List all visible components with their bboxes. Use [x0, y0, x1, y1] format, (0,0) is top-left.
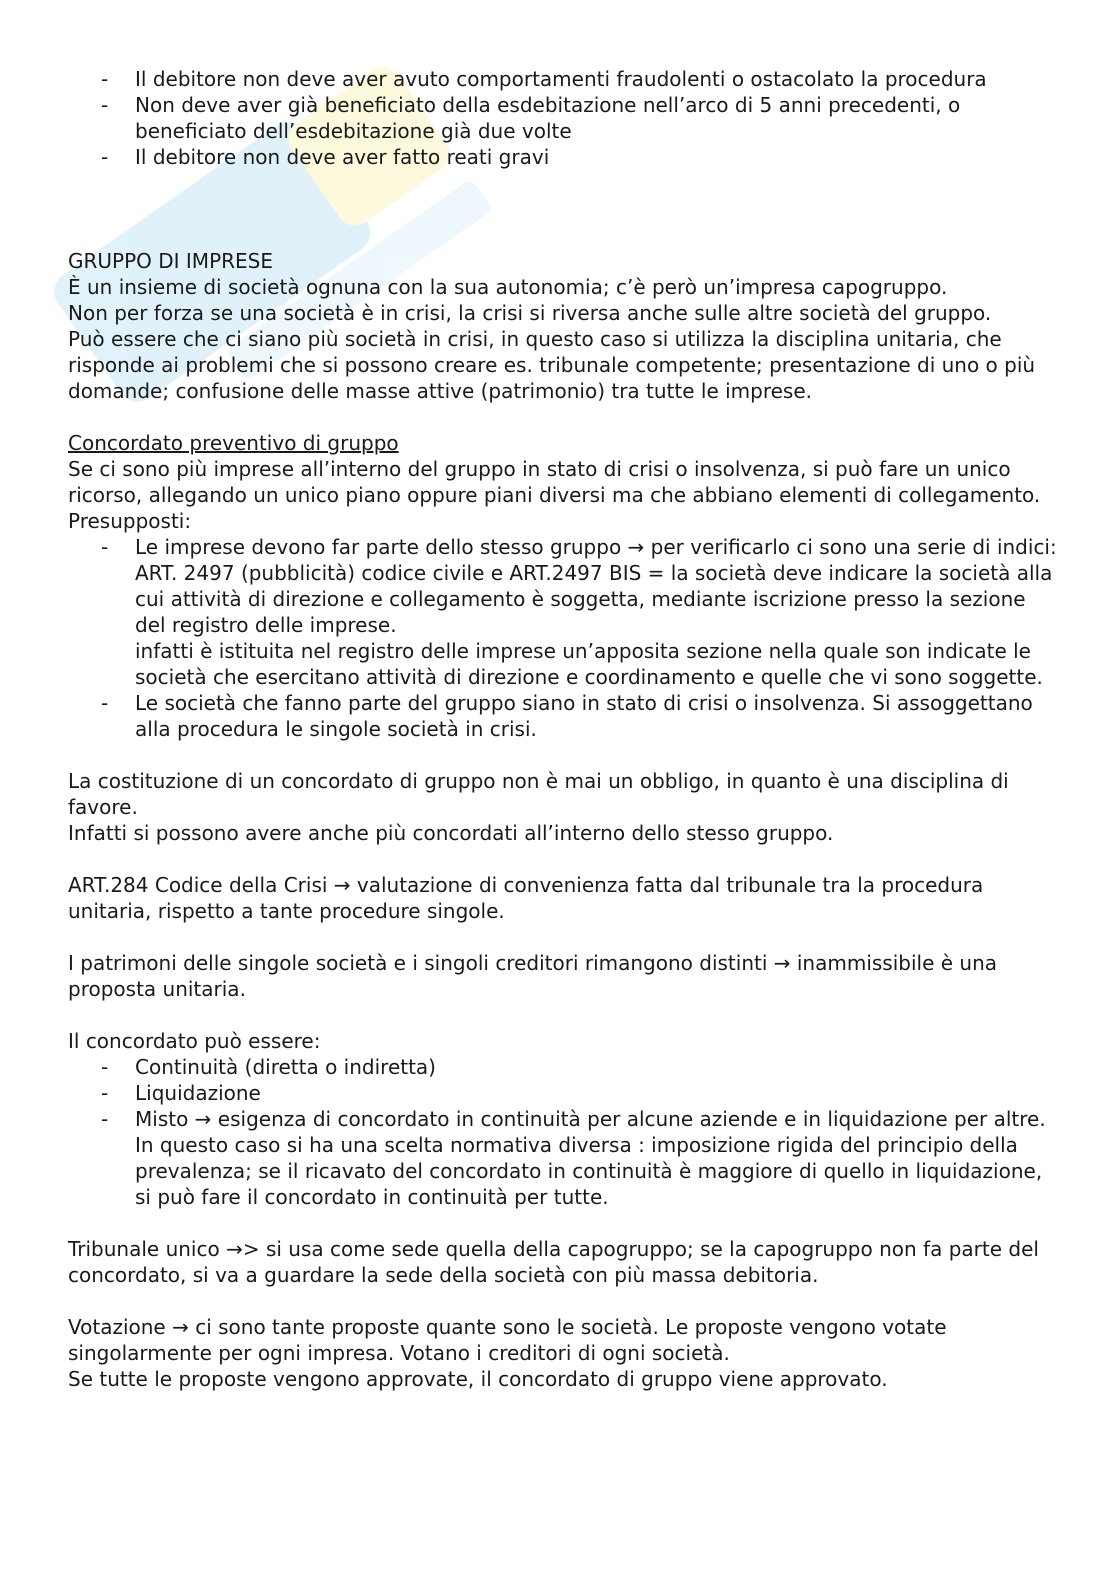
- tipi-label: Il concordato può essere:: [68, 1029, 321, 1053]
- paragraph: Votazione → ci sono tante proposte quante sono le società. Le proposte vengono votate singolarmente per ogni impresa. Votano i creditori di ogni società.: [68, 1315, 947, 1365]
- paragraph: Può essere che ci siano più società in crisi, in questo caso si utilizza la disciplina unitaria, che risponde ai problemi che si possono creare es. tribunale competente; presentazione di uno o più domande; confusione delle masse attive (patrimonio) tra tutte le imprese.: [68, 327, 1036, 403]
- paragraph: Non per forza se una società è in crisi, la crisi si riversa anche sulle altre società del gruppo.: [68, 301, 992, 325]
- list-item: - Liquidazione: [101, 1081, 261, 1105]
- list-item: - Misto → esigenza di concordato in continuità per alcune aziende e in liquidazione per altre. In questo caso si ha una scelta normativa diversa : imposizione rigida del principio della prevalenza; se il ricavato del concordato in continuità è maggiore di quello in liquidazione, si può fare il concordato in continuità per tutte.: [101, 1107, 1046, 1209]
- paragraph: ART.284 Codice della Crisi → valutazione di convenienza fatta dal tribunale tra la procedura unitaria, rispetto a tante procedure singole.: [68, 873, 984, 923]
- paragraph: Tribunale unico →> si usa come sede quella della capogruppo; se la capogruppo non fa parte del concordato, si va a guardare la sede della società con più massa debitoria.: [68, 1237, 1039, 1287]
- paragraph: Infatti si possono avere anche più concordati all’interno dello stesso gruppo.: [68, 821, 834, 845]
- presupposti-label: Presupposti:: [68, 509, 192, 533]
- paragraph: Se tutte le proposte vengono approvate, il concordato di gruppo viene approvato.: [68, 1367, 888, 1391]
- paragraph: Se ci sono più imprese all’interno del gruppo in stato di crisi o insolvenza, si può fare un unico ricorso, allegando un unico piano oppure piani diversi ma che abbiano elementi di collegamento.: [68, 457, 1041, 507]
- list-item: - Il debitore non deve aver fatto reati gravi: [101, 145, 550, 169]
- paragraph: La costituzione di un concordato di gruppo non è mai un obbligo, in quanto è una disciplina di favore.: [68, 769, 1009, 819]
- requirements-list: [68, 66, 1058, 170]
- presupposti-list: [68, 534, 1058, 742]
- paragraph: I patrimoni delle singole società e i singoli creditori rimangono distinti → inammissibile è una proposta unitaria.: [68, 951, 998, 1001]
- list-item: - Le imprese devono far parte dello stesso gruppo → per verificarlo ci sono una serie di indici: ART. 2497 (pubblicità) codice civile e ART.2497 BIS = la società deve indicare la società alla cui attività di direzione e collegamento è soggetta, mediante iscrizione presso la sezione del registro delle imprese. infatti è istituita nel registro delle imprese un’apposita sezione nella quale son indicate le società che esercitano attività di direzione e coordinamento e quelle che vi sono soggette.: [101, 535, 1057, 689]
- list-item: - Non deve aver già beneficiato della esdebitazione nell’arco di 5 anni precedenti, o beneficiato dell’esdebitazione già due volte: [101, 93, 961, 143]
- list-item: - Continuità (diretta o indiretta): [101, 1055, 436, 1079]
- list-item: - Le società che fanno parte del gruppo siano in stato di crisi o insolvenza. Si assoggettano alla procedura le singole società in crisi.: [101, 691, 1033, 741]
- tipi-list: [68, 1054, 1058, 1210]
- list-item: - Il debitore non deve aver avuto comportamenti fraudolenti o ostacolato la procedura: [101, 67, 987, 91]
- subheading: Concordato preventivo di gruppo: [68, 431, 399, 455]
- paragraph: È un insieme di società ognuna con la sua autonomia; c’è però un’impresa capogruppo.: [68, 275, 948, 299]
- section-title: GRUPPO DI IMPRESE: [68, 249, 273, 273]
- document-body: [68, 66, 1058, 1392]
